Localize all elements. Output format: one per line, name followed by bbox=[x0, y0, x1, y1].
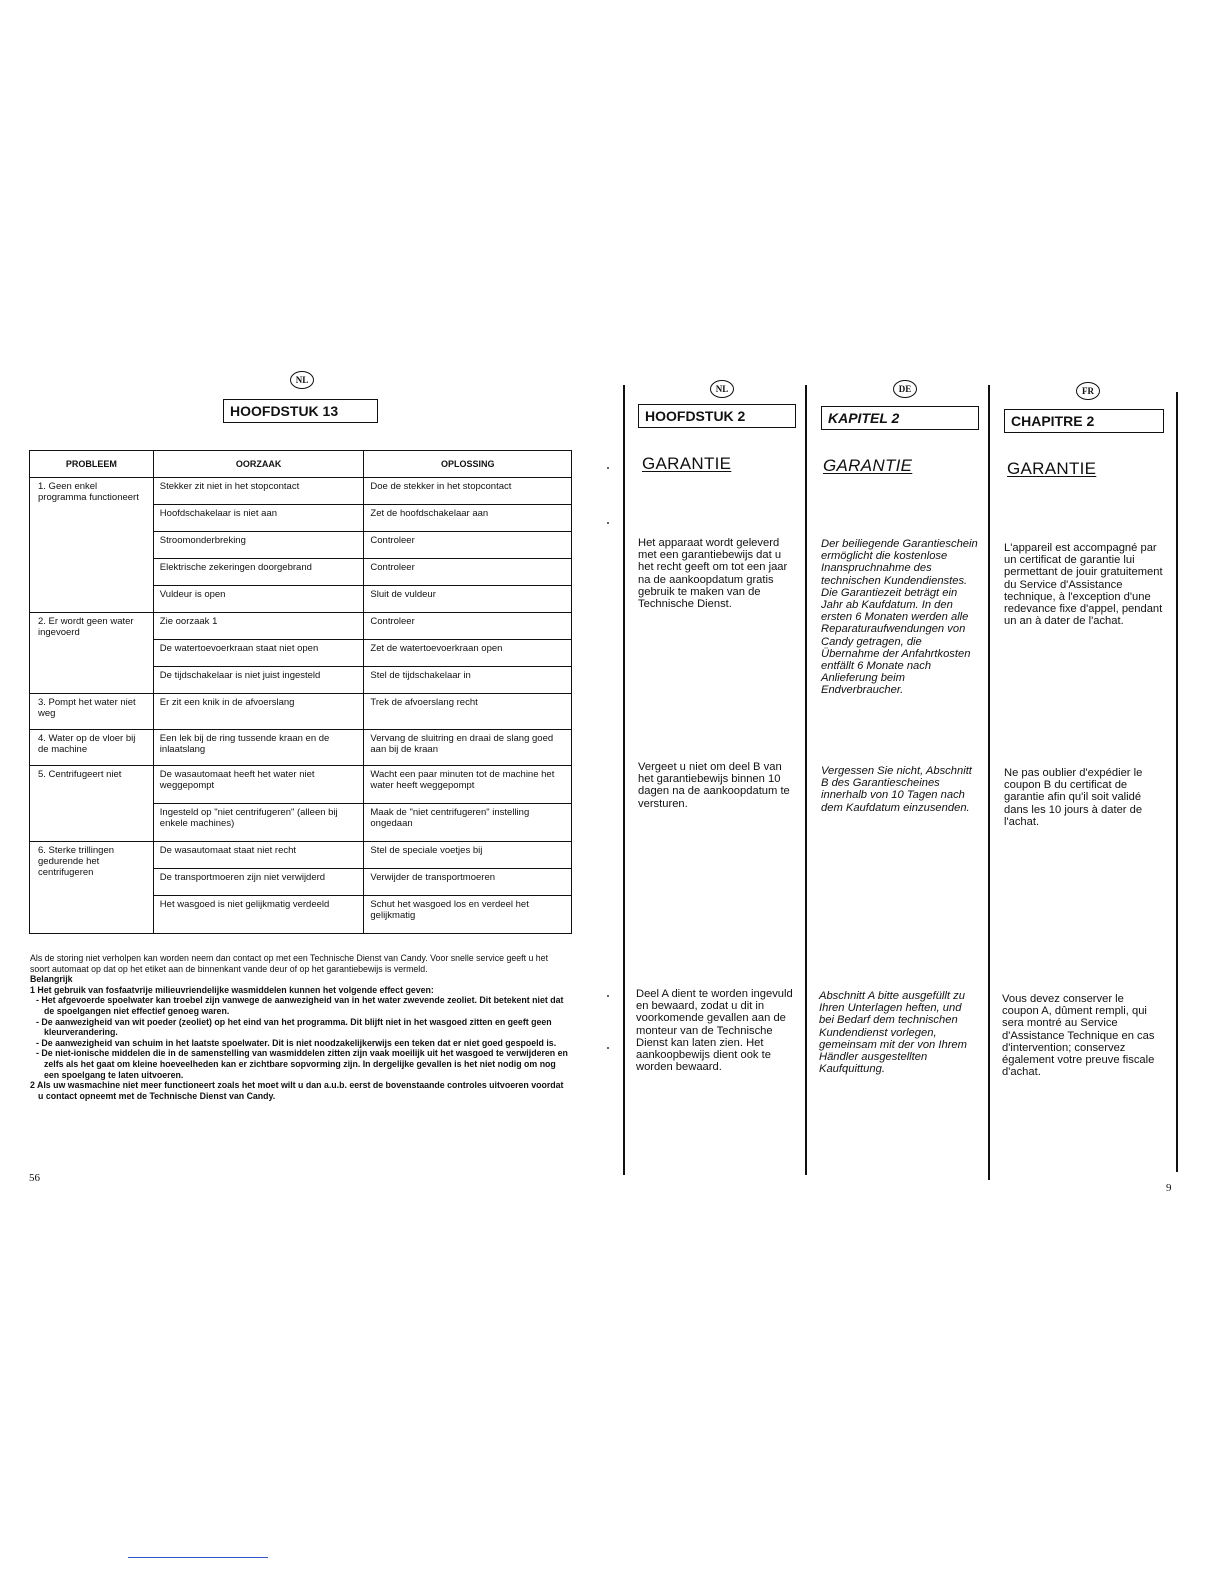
column-divider bbox=[1176, 392, 1178, 1172]
cause-cell: Er zit een knik in de afvoerslang bbox=[153, 694, 364, 730]
chapter-title: HOOFDSTUK 13 bbox=[223, 399, 378, 423]
language-badge-de: DE bbox=[893, 380, 917, 398]
guarantee-text-nl-1: Het apparaat wordt geleverd met een garantiebewijs dat u het recht geeft om tot een jaar na de aankoopdatum gratis gebruik te maken van de Technische Dienst. bbox=[638, 537, 788, 611]
heading-garantie-fr: GARANTIE bbox=[1007, 459, 1097, 478]
solution-cell: Trek de afvoerslang recht bbox=[364, 694, 572, 730]
cause-cell: Vuldeur is open bbox=[153, 586, 364, 613]
table-row bbox=[30, 478, 572, 505]
solution-cell: Sluit de vuldeur bbox=[364, 586, 572, 613]
notes-important-label: Belangrijk bbox=[30, 974, 73, 985]
page-number-right: 9 bbox=[1166, 1182, 1172, 1194]
cause-cell: Het wasgoed is niet gelijkmatig verdeeld bbox=[153, 896, 364, 934]
guarantee-text-nl-3: Deel A dient te worden ingevuld en bewaard, zodat u dit in voorkomende gevallen aan de monteur van de Technische Dienst kan laten zien. Het aankoopbewijs dient ook te worden bewaard. bbox=[636, 988, 793, 1074]
column-divider bbox=[623, 385, 625, 1175]
solution-cell: Schut het wasgoed los en verdeel het gelijkmatig bbox=[364, 896, 572, 934]
cause-cell: Ingesteld op "niet centrifugeren" (alleen bij enkele machines) bbox=[153, 804, 364, 842]
problem-cell: 3. Pompt het water niet weg bbox=[30, 694, 154, 730]
cause-cell: Een lek bij de ring tussende kraan en de inlaatslang bbox=[153, 730, 364, 766]
cause-cell: Hoofdschakelaar is niet aan bbox=[153, 505, 364, 532]
solution-cell: Controleer bbox=[364, 559, 572, 586]
cause-cell: De tijdschakelaar is niet juist ingesteld bbox=[153, 667, 364, 694]
problem-cell: 2. Er wordt geen water ingevoerd bbox=[30, 613, 154, 694]
guarantee-text-fr-3: Vous devez conserver le coupon A, dûment rempli, qui sera montré au Service d'Assistance Technique en cas d'intervention; conservez également votre preuve fiscale d'achat. bbox=[1002, 993, 1155, 1079]
heading-garantie-de: GARANTIE bbox=[823, 456, 913, 475]
margin-dot bbox=[607, 1047, 609, 1049]
language-badge-fr: FR bbox=[1076, 382, 1100, 400]
margin-dot bbox=[607, 995, 609, 997]
table-row bbox=[30, 766, 572, 804]
notes-point-1: 1 Het gebruik van fosfaatvrije milieuvriendelijke wasmiddelen kunnen het volgende effect geven: bbox=[30, 984, 434, 995]
troubleshooting-table bbox=[29, 450, 572, 934]
table-row bbox=[30, 842, 572, 869]
column-divider bbox=[805, 385, 807, 1175]
margin-dot bbox=[607, 522, 609, 524]
solution-cell: Zet de hoofdschakelaar aan bbox=[364, 505, 572, 532]
table-row bbox=[30, 694, 572, 730]
solution-cell: Verwijder de transportmoeren bbox=[364, 869, 572, 896]
table-row bbox=[30, 613, 572, 640]
solution-cell: Maak de "niet centrifugeren" instelling ongedaan bbox=[364, 804, 572, 842]
notes-intro: Als de storing niet verholpen kan worden neem dan contact op met een Technische Dienst van Candy. Voor snelle service geeft u het soort automaat op dat op het etiket aan de binnenkant vande deur of op het garantiebewijs is vermeld. bbox=[30, 953, 549, 974]
problem-cell: 1. Geen enkel programma functioneert bbox=[30, 478, 154, 613]
solution-cell: Stel de tijdschakelaar in bbox=[364, 667, 572, 694]
guarantee-text-nl-2: Vergeet u niet om deel B van het garantiebewijs binnen 10 dagen na de aankoopdatum te versturen. bbox=[638, 761, 790, 810]
table-row bbox=[30, 730, 572, 766]
chapter-title-de: KAPITEL 2 bbox=[821, 406, 979, 430]
guarantee-text-fr-1: L'appareil est accompagné par un certificat de garantie lui permettant de jouir gratuitement du Service d'Assistance technique, à l'exception d'une redevance fixe d'appel, pendant un an à dater de l'achat. bbox=[1004, 542, 1163, 628]
column-divider bbox=[988, 385, 990, 1180]
solution-cell: Doe de stekker in het stopcontact bbox=[364, 478, 572, 505]
cause-cell: Stekker zit niet in het stopcontact bbox=[153, 478, 364, 505]
problem-cell: 4. Water op de vloer bij de machine bbox=[30, 730, 154, 766]
guarantee-text-de-3: Abschnitt A bitte ausgefüllt zu Ihren Unterlagen heften, und bei Bedarf dem technischen Kundendienst vorlegen, gemeinsam mit der von Ihrem Händler ausgestellten Kaufquittung. bbox=[819, 990, 967, 1076]
heading-garantie-nl: GARANTIE bbox=[642, 454, 732, 473]
guarantee-text-fr-2: Ne pas oublier d'expédier le coupon B du certificat de garantie afin qu'il soit validé dans les 10 jours à dater de l'achat. bbox=[1004, 767, 1143, 828]
cause-cell: De wasautomaat heeft het water niet weggepompt bbox=[153, 766, 364, 804]
notes-section bbox=[30, 953, 570, 1101]
language-badge-nl: NL bbox=[710, 380, 734, 398]
notes-point-2: 2 Als uw wasmachine niet meer functioneert zoals het moet wilt u dan a.u.b. eerst de bovenstaande controles uitvoeren voordat u contact opneemt met de Technische Dienst van Candy. bbox=[30, 1080, 564, 1101]
problem-cell: 5. Centrifugeert niet bbox=[30, 766, 154, 842]
cause-cell: Zie oorzaak 1 bbox=[153, 613, 364, 640]
bottom-rule bbox=[128, 1557, 268, 1558]
margin-dot bbox=[607, 467, 609, 469]
solution-cell: Stel de speciale voetjes bij bbox=[364, 842, 572, 869]
solution-cell: Zet de watertoevoerkraan open bbox=[364, 640, 572, 667]
header-oorzaak: OORZAAK bbox=[153, 451, 364, 478]
notes-bullet: - De niet-ionische middelen die in de samenstelling van wasmiddelen zitten zijn vaak moeilijk uit het wasgoed te verwijderen en zelfs als het gaat om kleine hoeveelheden kan er zichtbare sopvorming zijn. In dergelijke gevallen is het niet nodig om nog een spoelgang te laten uitvoeren. bbox=[36, 1048, 568, 1080]
language-badge-nl: NL bbox=[290, 371, 314, 389]
solution-cell: Controleer bbox=[364, 532, 572, 559]
cause-cell: Stroomonderbreking bbox=[153, 532, 364, 559]
guarantee-text-de-1: Der beiliegende Garantieschein ermöglicht die kostenlose Inanspruchnahme des technischen Kundendienstes. Die Garantiezeit beträgt ein Jahr ab Kaufdatum. In den ersten 6 Monaten werden alle Reparaturaufwendungen von Candy getragen, die Übernahme der Anfahrtkosten entfällt 6 Monate nach Anlieferung beim Endverbraucher. bbox=[821, 538, 978, 697]
cause-cell: Elektrische zekeringen doorgebrand bbox=[153, 559, 364, 586]
cause-cell: De watertoevoerkraan staat niet open bbox=[153, 640, 364, 667]
cause-cell: De wasautomaat staat niet recht bbox=[153, 842, 364, 869]
header-oplossing: OPLOSSING bbox=[364, 451, 572, 478]
solution-cell: Wacht een paar minuten tot de machine het water heeft weggepompt bbox=[364, 766, 572, 804]
guarantee-text-de-2: Vergessen Sie nicht, Abschnitt B des Garantiescheines innerhalb von 10 Tagen nach dem Kaufdatum einzusenden. bbox=[821, 765, 972, 814]
solution-cell: Controleer bbox=[364, 613, 572, 640]
problem-cell: 6. Sterke trillingen gedurende het centrifugeren bbox=[30, 842, 154, 934]
solution-cell: Vervang de sluitring en draai de slang goed aan bij de kraan bbox=[364, 730, 572, 766]
page-number-left: 56 bbox=[29, 1172, 40, 1184]
cause-cell: De transportmoeren zijn niet verwijderd bbox=[153, 869, 364, 896]
notes-bullet: - De aanwezigheid van wit poeder (zeoliet) op het eind van het programma. Dit blijft niet in het wasgoed zitten en geeft geen kleurverandering. bbox=[36, 1016, 552, 1038]
chapter-title-fr: CHAPITRE 2 bbox=[1004, 409, 1164, 433]
notes-bullet: - De aanwezigheid van schuim in het laatste spoelwater. Dit is niet noodzakelijkerwijs een teken dat er niet goed gespoeld is. bbox=[36, 1037, 557, 1048]
header-probleem: PROBLEEM bbox=[30, 451, 154, 478]
chapter-title-nl: HOOFDSTUK 2 bbox=[638, 404, 796, 428]
notes-bullet: - Het afgevoerde spoelwater kan troebel zijn vanwege de aanwezigheid van in het water zwevende zeoliet. Dit betekent niet dat de spoelgangen niet effectief genoeg waren. bbox=[36, 995, 564, 1016]
